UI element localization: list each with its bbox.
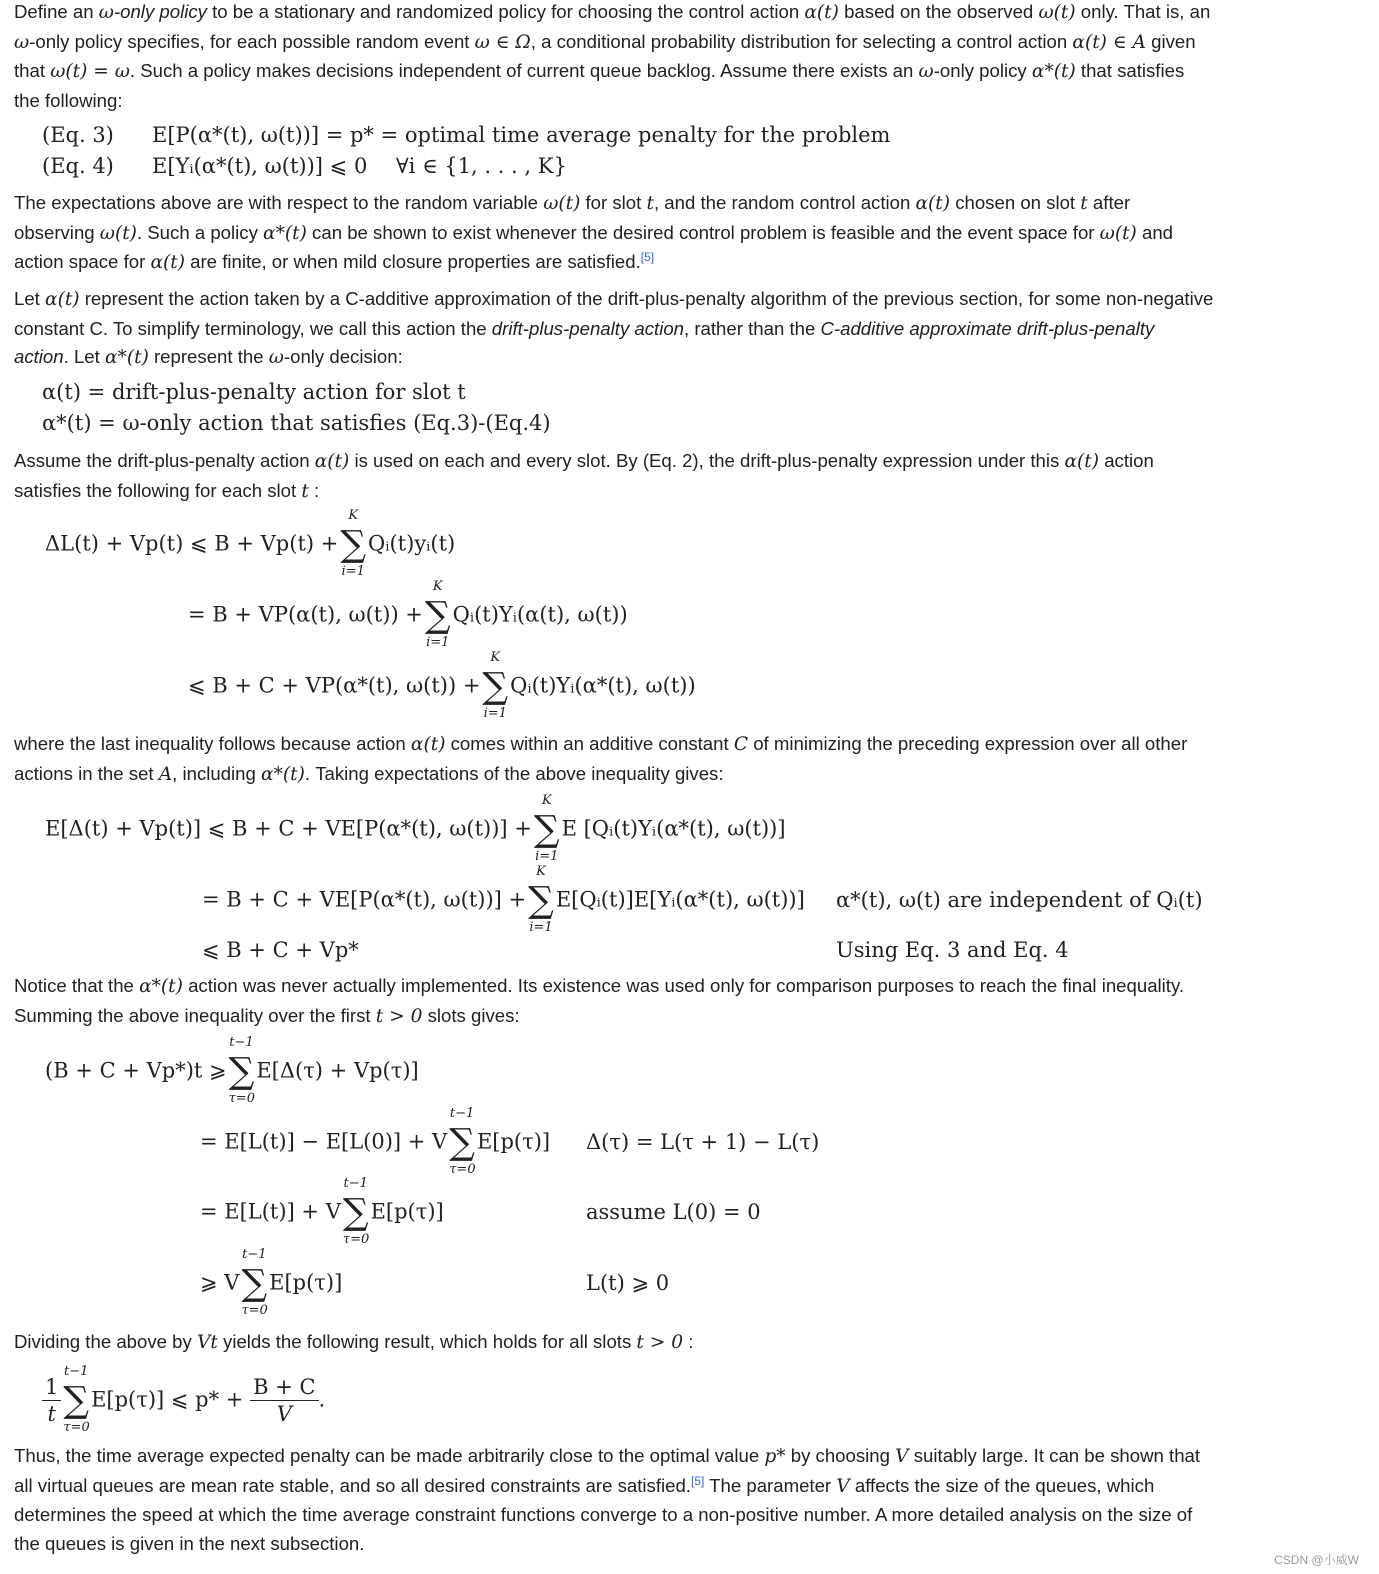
eq4-label: (Eq. 4) xyxy=(42,154,114,178)
paragraph-conclusion: Thus, the time average expected penalty can be made arbitrarily close to the optimal value p* by choosing V suitably large. It can be shown that all virtual queues are mean rate stable, and so all desired constraints are satisfied.[5] The parameter V affects the size of the queues, which determines the speed at which the time average constraint functions converge to a non-positive number. A more detailed analysis on the size of the queues is given in the next subsection. xyxy=(14,1445,1201,1554)
eq4-forall: ∀i ∈ {1, . . . , K} xyxy=(396,154,567,178)
ineq3-row2-note: Δ(τ) = L(τ + 1) − L(τ) xyxy=(586,1130,820,1154)
sum-operator: t−1 ∑ τ=0 xyxy=(241,1247,268,1318)
ineq1-row3: ⩽ B + C + VP(α*(t), ω(t)) + K ∑ i=1 Qᵢ(t)Yᵢ(α*(t), ω(t)) xyxy=(188,650,696,721)
fraction-b-plus-c-over-v: $\frac{B + C}{V}$ xyxy=(250,1377,318,1425)
ineq1-row2: = B + VP(α(t), ω(t)) + K ∑ i=1 Qᵢ(t)Yᵢ(α(t), ω(t)) xyxy=(188,579,628,650)
reference-link-5[interactable]: [5] xyxy=(640,250,655,264)
sum-operator: t−1 ∑ τ=0 xyxy=(63,1364,90,1435)
final-result: $\frac{1}{t}$ t−1 ∑ τ=0 E[p(τ)] ⩽ p* + $\frac{B + C}{V}$ . xyxy=(42,1377,325,1425)
paragraph-last-inequality: where the last inequality follows because action α(t) comes within an additive constant C of minimizing the preceding expression over all other actions in the set A, including α*(t). Taking expectations of the above inequality gives: xyxy=(14,733,1188,785)
sum-operator: K ∑ i=1 xyxy=(528,864,554,935)
sum-operator: t−1 ∑ τ=0 xyxy=(342,1176,370,1247)
definition-alpha: α(t) = drift-plus-penalty action for slot t xyxy=(42,380,466,404)
ineq3-row4: ⩾ V t−1 ∑ τ=0 E[p(τ)] xyxy=(200,1247,343,1318)
watermark: CSDN @小威W xyxy=(1274,1553,1359,1567)
paragraph-omega-only-policy: Define an ω-only policy to be a stationary and randomized policy for choosing the control action α(t) based on the observed ω(t) only. That is, an ω-only policy specifies, for each possible random event ω ∈ Ω, a conditional probability distribution for selecting a control action α(t) ∈ A given that ω(t) = ω. Such a policy makes decisions independent of current queue backlog. Assume there exists an ω-only policy α*(t) that satisfies the following: xyxy=(14,1,1211,111)
fraction-one-over-t: $\frac{1}{t}$ xyxy=(42,1377,61,1425)
paragraph-dividing: Dividing the above by Vt yields the following result, which holds for all slots t > 0 : xyxy=(14,1331,694,1353)
ineq2-row3: ⩽ B + C + Vp* xyxy=(202,938,359,962)
sum-operator: K ∑ i=1 xyxy=(482,650,509,721)
ineq3-row4-note: L(t) ⩾ 0 xyxy=(586,1271,670,1295)
ineq1-row1: ΔL(t) + Vp(t) ⩽ B + Vp(t) + K ∑ i=1 Qᵢ(t)yᵢ(t) xyxy=(45,508,456,579)
paragraph-notice: Notice that the α*(t) action was never actually implemented. Its existence was used only for comparison purposes to reach the final inequality. Summing the above inequality over the first t > 0 slots gives: xyxy=(14,975,1185,1027)
paragraph-drift-plus-penalty-action: Let α(t) represent the action taken by a C-additive approximation of the drift-plus-penalty algorithm of the previous section, for some non-negative constant C. To simplify terminology, we call this action the drift-plus-penalty action, rather than the C-additive approximate drift-plus-penalty action. Let α*(t) represent the ω-only decision: xyxy=(14,288,1214,369)
sum-operator: t−1 ∑ τ=0 xyxy=(449,1106,476,1177)
ineq3-row3: = E[L(t)] + V t−1 ∑ τ=0 E[p(τ)] xyxy=(200,1176,444,1247)
paragraph-expectations: The expectations above are with respect to the random variable ω(t) for slot t, and the random control action α(t) chosen on slot t after observing ω(t). Such a policy α*(t) can be shown to exist whenever the desired control problem is feasible and the event space for ω(t) and action space for α(t) are finite, or when mild closure properties are satisfied.[5] xyxy=(14,192,1174,274)
ineq2-row3-note: Using Eq. 3 and Eq. 4 xyxy=(836,938,1069,962)
ineq3-row2: = E[L(t)] − E[L(0)] + V t−1 ∑ τ=0 E[p(τ)] xyxy=(200,1106,551,1177)
paragraph-assume-dpp: Assume the drift-plus-penalty action α(t) is used on each and every slot. By (Eq. 2), the drift-plus-penalty expression under this α(t) action satisfies the following for each slot t : xyxy=(14,450,1154,502)
eq3-formula: E[P(α*(t), ω(t))] = p* = optimal time average penalty for the problem xyxy=(152,123,891,147)
sum-operator: K ∑ i=1 xyxy=(340,508,367,579)
ineq2-row1: E[Δ(t) + Vp(t)] ⩽ B + C + VE[P(α*(t), ω(t))] + K ∑ i=1 E [Qᵢ(t)Yᵢ(α*(t), ω(t))] xyxy=(45,793,786,864)
ineq2-row2-note: α*(t), ω(t) are independent of Qᵢ(t) xyxy=(836,888,1203,912)
reference-link-5[interactable]: [5] xyxy=(690,1473,705,1488)
eq3-label: (Eq. 3) xyxy=(42,123,114,147)
sum-operator: t−1 ∑ τ=0 xyxy=(228,1035,255,1106)
ineq3-row3-note: assume L(0) = 0 xyxy=(586,1200,761,1224)
definition-alpha-star: α*(t) = ω-only action that satisfies (Eq.3)-(Eq.4) xyxy=(42,411,551,435)
ineq3-row1: (B + C + Vp*)t ⩾ t−1 ∑ τ=0 E[Δ(τ) + Vp(τ)] xyxy=(45,1035,419,1106)
sum-operator: K ∑ i=1 xyxy=(533,793,560,864)
eq4-formula: E[Yᵢ(α*(t), ω(t))] ⩽ 0 xyxy=(152,154,368,178)
ineq2-row2: = B + C + VE[P(α*(t), ω(t))] + K ∑ i=1 E[Qᵢ(t)]E[Yᵢ(α*(t), ω(t))] xyxy=(202,864,805,935)
sum-operator: K ∑ i=1 xyxy=(424,579,451,650)
